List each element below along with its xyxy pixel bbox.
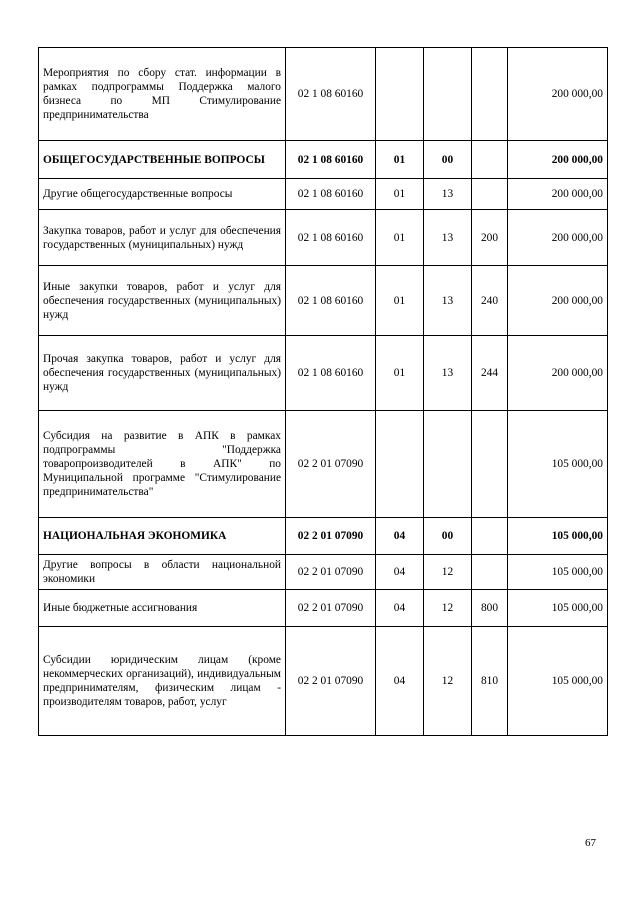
row-code: 02 1 08 60160: [286, 266, 376, 336]
table-row: [39, 179, 608, 210]
row-section: 01: [376, 210, 424, 266]
budget-table: [38, 47, 608, 736]
row-subsection: [424, 48, 472, 141]
row-expense-type: [472, 48, 508, 141]
table-row: [39, 336, 608, 411]
row-code: 02 1 08 60160: [286, 179, 376, 210]
row-name: Иные бюджетные ассигнования: [39, 590, 286, 627]
row-code: 02 2 01 07090: [286, 411, 376, 518]
row-amount: 200 000,00: [508, 179, 608, 210]
row-name: Мероприятия по сбору стат. информации в рамках подпрограммы Поддержка малого бизнеса по МП Стимулирование предпринимательства: [39, 48, 286, 141]
row-code: 02 1 08 60160: [286, 210, 376, 266]
table-row: [39, 141, 608, 179]
row-section: 04: [376, 590, 424, 627]
row-section: 01: [376, 141, 424, 179]
row-subsection: 12: [424, 627, 472, 736]
row-code: 02 1 08 60160: [286, 141, 376, 179]
row-section: [376, 48, 424, 141]
row-subsection: 13: [424, 179, 472, 210]
row-subsection: 13: [424, 336, 472, 411]
row-amount: 200 000,00: [508, 141, 608, 179]
row-expense-type: 244: [472, 336, 508, 411]
row-subsection: 13: [424, 266, 472, 336]
row-section: 01: [376, 179, 424, 210]
table-row: [39, 627, 608, 736]
row-subsection: 13: [424, 210, 472, 266]
row-name: Иные закупки товаров, работ и услуг для обеспечения государственных (муниципальных) нужд: [39, 266, 286, 336]
row-amount: 105 000,00: [508, 411, 608, 518]
row-amount: 105 000,00: [508, 555, 608, 590]
table-row: [39, 210, 608, 266]
row-amount: 105 000,00: [508, 518, 608, 555]
row-code: 02 2 01 07090: [286, 555, 376, 590]
table-row: [39, 411, 608, 518]
row-name: Другие вопросы в области национальной экономики: [39, 555, 286, 590]
table-row: [39, 518, 608, 555]
row-amount: 200 000,00: [508, 266, 608, 336]
row-name: НАЦИОНАЛЬНАЯ ЭКОНОМИКА: [39, 518, 286, 555]
row-name: Субсидии юридическим лицам (кроме некоммерческих организаций), индивидуальным предпринимателям, физическим лицам - производителям товаров, работ, услуг: [39, 627, 286, 736]
row-name: Субсидия на развитие в АПК в рамках подпрограммы "Поддержка товаропроизводителей в АПК" по Муниципальной программе "Стимулирование предпринимательства": [39, 411, 286, 518]
row-expense-type: 810: [472, 627, 508, 736]
row-name: Другие общегосударственные вопросы: [39, 179, 286, 210]
row-name: ОБЩЕГОСУДАРСТВЕННЫЕ ВОПРОСЫ: [39, 141, 286, 179]
row-section: [376, 411, 424, 518]
row-expense-type: 240: [472, 266, 508, 336]
row-code: 02 1 08 60160: [286, 336, 376, 411]
row-expense-type: [472, 555, 508, 590]
row-amount: 200 000,00: [508, 210, 608, 266]
row-code: 02 1 08 60160: [286, 48, 376, 141]
page-number: 67: [585, 837, 596, 849]
row-amount: 105 000,00: [508, 627, 608, 736]
row-amount: 105 000,00: [508, 590, 608, 627]
table-row: [39, 266, 608, 336]
row-expense-type: [472, 141, 508, 179]
row-section: 01: [376, 266, 424, 336]
row-amount: 200 000,00: [508, 48, 608, 141]
row-section: 04: [376, 627, 424, 736]
row-code: 02 2 01 07090: [286, 518, 376, 555]
row-expense-type: [472, 411, 508, 518]
table-row: [39, 555, 608, 590]
row-expense-type: [472, 179, 508, 210]
row-subsection: 12: [424, 555, 472, 590]
row-expense-type: 800: [472, 590, 508, 627]
row-code: 02 2 01 07090: [286, 590, 376, 627]
row-section: 04: [376, 555, 424, 590]
table-row: [39, 590, 608, 627]
row-subsection: [424, 411, 472, 518]
row-expense-type: 200: [472, 210, 508, 266]
row-name: Закупка товаров, работ и услуг для обеспечения государственных (муниципальных) нужд: [39, 210, 286, 266]
row-section: 01: [376, 336, 424, 411]
row-expense-type: [472, 518, 508, 555]
row-amount: 200 000,00: [508, 336, 608, 411]
table-row: [39, 48, 608, 141]
row-subsection: 00: [424, 518, 472, 555]
row-subsection: 12: [424, 590, 472, 627]
row-subsection: 00: [424, 141, 472, 179]
row-code: 02 2 01 07090: [286, 627, 376, 736]
row-name: Прочая закупка товаров, работ и услуг для обеспечения государственных (муниципальных) нужд: [39, 336, 286, 411]
row-section: 04: [376, 518, 424, 555]
